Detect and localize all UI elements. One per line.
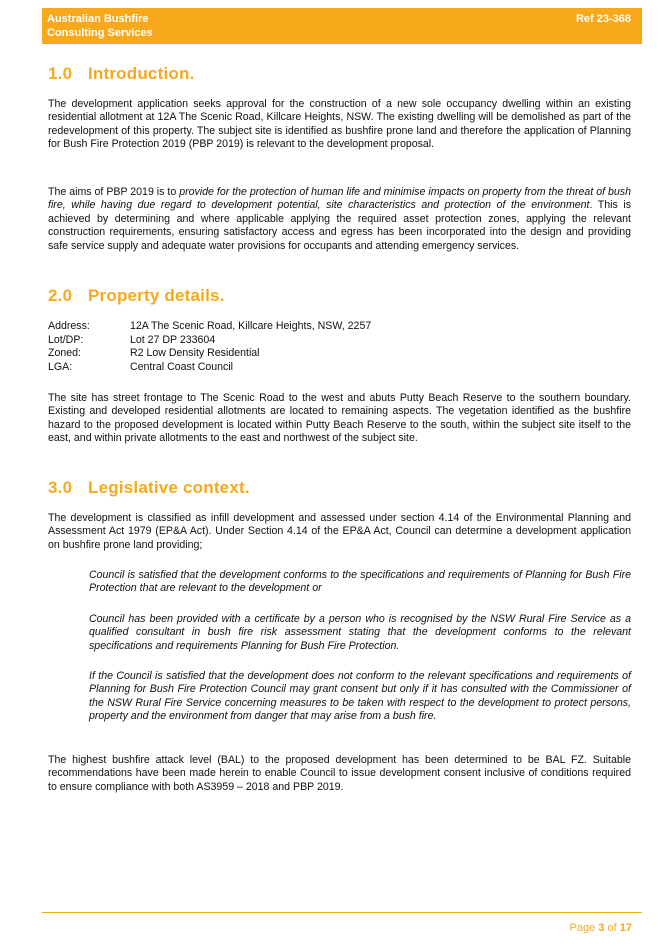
page-total: 17 [619, 922, 632, 934]
section-2-number: 2.0 [48, 286, 73, 305]
section-1-title: Introduction. [88, 64, 195, 83]
intro-p2-italic: provide for the protection of human life and minimise impacts on property from the threat of bush fire, while having due regard to development potential, site characteristics and protection of the environment [48, 186, 631, 212]
detail-value: R2 Low Density Residential [130, 347, 260, 359]
detail-row [48, 334, 371, 348]
intro-paragraph-1: The development application seeks approval for the construction of a new sole occupancy dwelling within an existing residential allotment at 12A The Scenic Road, Killcare Heights, NSW. The existing dwelling will be demolished as part of the redevelopment of this property. The subject site is identified as bushfire prone land and therefore the application of Planning for Bush Fire Protection 2019 (PBP 2019) is relevant to the development proposal. [48, 98, 631, 151]
detail-row [48, 361, 371, 375]
intro-p2-end: . This is achieved by determining and where applicable applying the required asset protection zones, applying the relevant construction requirements, ensuring satisfactory access and egress has been incorporated into the design and providing safe service supply and adequate water provisions for occupants and attending emergency services. [48, 199, 631, 252]
reference-number: Ref 23-368 [575, 13, 631, 25]
detail-value: 12A The Scenic Road, Killcare Heights, NSW, 2257 [130, 320, 372, 332]
organisation-name [47, 12, 153, 40]
footer-divider [42, 912, 642, 913]
legislative-paragraph-1: The development is classified as infill development and assessed under section 4.14 of the Environmental Planning and Assessment Act 1979 (EP&A Act). Under Section 4.14 of the EP&A Act, Council can determine a development application on bushfire prone land providing; [48, 512, 631, 551]
detail-label: Address: [48, 320, 90, 332]
quote-2: Council has been provided with a certificate by a person who is recognised by the NSW Rural Fire Service as a qualified consultant in bush fire risk assessment stating that the development conforms to the relevant specifications and requirements Planning for Bush Fire Protection. [89, 613, 631, 652]
org-line-2: Consulting Services [47, 27, 153, 39]
page-current: 3 [598, 922, 605, 934]
section-3-title: Legislative context. [88, 478, 250, 497]
legislative-paragraph-2: The highest bushfire attack level (BAL) to the proposed development has been determined to be BAL FZ. Suitable recommendations have been made herein to enable Council to issue development consent inclusive of conditions required to ensure compliance with both AS3959 – 2018 and PBP 2019. [48, 754, 631, 793]
page-of: of [607, 922, 617, 934]
intro-p2-start: The aims of PBP 2019 is to [48, 186, 180, 198]
detail-row [48, 320, 371, 334]
org-line-1: Australian Bushfire [47, 13, 149, 25]
quote-1: Council is satisfied that the development conforms to the specifications and requirements of Planning for Bush Fire Protection that are relevant to the development or [89, 569, 631, 595]
section-2-heading [48, 286, 225, 306]
section-1-number: 1.0 [48, 64, 73, 83]
intro-paragraph-2 [48, 186, 631, 253]
detail-label: Zoned: [48, 347, 81, 359]
section-2-title: Property details. [88, 286, 225, 305]
section-3-heading [48, 478, 250, 498]
page-label: Page [569, 922, 596, 934]
detail-value: Lot 27 DP 233604 [130, 333, 216, 346]
property-paragraph: The site has street frontage to The Scenic Road to the west and abuts Putty Beach Reserve to the southern boundary. Existing and developed residential allotments are located to remaining aspects. The vegetation identified as the bushfire hazard to the proposed development is located within Putty Beach Reserve to the south, within the subject site itself to the east, and within private allotments to the east and northwest of the subject site. [48, 392, 631, 445]
section-1-heading [48, 64, 194, 84]
detail-value: Central Coast Council [130, 360, 234, 373]
page-number [570, 922, 632, 934]
page-header [42, 8, 642, 44]
detail-label: Lot/DP: [48, 333, 84, 346]
quote-3: If the Council is satisfied that the development does not conform to the relevant specifications and requirements of Planning for Bush Fire Protection Council may grant consent but only if it has consulted with the Commissioner of the NSW Rural Fire Service concerning measures to be taken with respect to the development to protect persons, property and the environment from danger that may arise from a bush fire. [89, 670, 631, 723]
detail-row [48, 347, 371, 361]
detail-label: LGA: [48, 360, 73, 373]
section-3-number: 3.0 [48, 478, 73, 497]
property-details-list [48, 320, 371, 374]
